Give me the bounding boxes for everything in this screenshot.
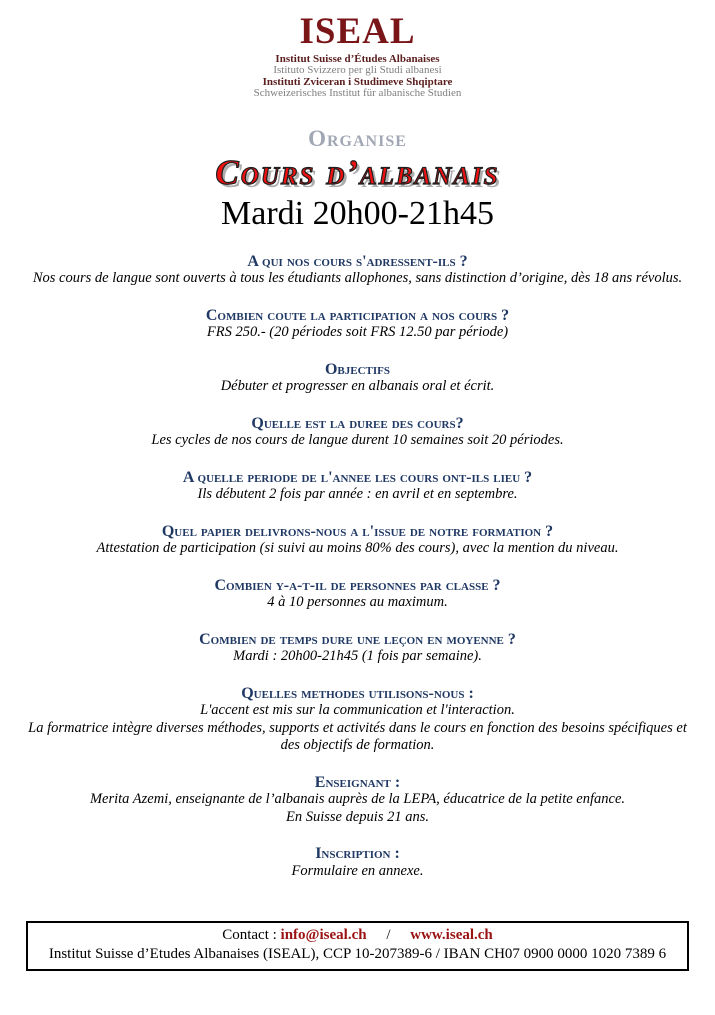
question-heading: Combien y-a-t-il de personnes par classe ?	[214, 576, 501, 594]
section-lesson-length	[27, 631, 689, 666]
section-period	[27, 469, 689, 504]
question-heading: Combien de temps dure une leçon en moyenne ?	[199, 630, 516, 648]
section-duration	[27, 415, 689, 450]
footer-contact-line	[32, 926, 683, 945]
institute-name-french: Institut Suisse d’Études Albanaises	[275, 52, 440, 65]
organise-label: Organise	[308, 125, 407, 151]
answer-text: Ils débutent 2 fois par année : en avril et en septembre.	[197, 486, 518, 503]
institute-name-albanian: Instituti Zviceran i Studimeve Shqiptare	[262, 75, 453, 88]
question-heading: Inscription :	[315, 845, 400, 863]
course-schedule: Mardi 20h00-21h45	[221, 194, 494, 232]
section-registration	[27, 845, 689, 880]
contact-label: Contact :	[222, 927, 277, 944]
answer-text: Débuter et progresser en albanais oral et écrit.	[220, 378, 495, 395]
section-class-size	[27, 577, 689, 612]
section-certificate	[27, 523, 689, 558]
question-heading: Enseignant :	[314, 773, 401, 791]
answer-text: Formulaire en annexe.	[291, 862, 424, 879]
footer-separator: /	[386, 927, 391, 944]
answer-text: Nos cours de langue sont ouverts à tous les étudiants allophones, sans distinction d’origine, dès 18 ans révolus.	[32, 270, 683, 287]
institute-name-italian: Istituto Svizzero per gli Studi albanesi	[273, 64, 442, 77]
website-link[interactable]: www.iseal.ch	[410, 927, 493, 944]
question-heading: Quelles methodes utilisons-nous :	[241, 684, 474, 702]
answer-text: En Suisse depuis 21 ans.	[286, 808, 429, 825]
question-heading: A qui nos cours s'adressent-ils ?	[247, 252, 468, 270]
answer-text: Mardi : 20h00-21h45 (1 fois par semaine).	[233, 648, 482, 665]
course-title: Cours d’albanais	[215, 152, 500, 192]
answer-text: Merita Azemi, enseignante de l’albanais auprès de la LEPA, éducatrice de la petite enfance.	[89, 791, 626, 808]
question-heading: Quel papier delivrons-nous a l'issue de notre formation ?	[161, 522, 554, 540]
question-heading: Objectifs	[324, 360, 391, 378]
institute-subtitles	[0, 54, 715, 100]
question-heading: A quelle periode de l'annee les cours ont-ils lieu ?	[182, 468, 533, 486]
email-link[interactable]: info@iseal.ch	[280, 927, 367, 944]
qa-sections	[27, 253, 689, 881]
question-heading: Quelle est la duree des cours?	[251, 414, 464, 432]
section-methods	[27, 685, 689, 755]
answer-text: FRS 250.- (20 périodes soit FRS 12.50 par période)	[206, 324, 509, 341]
section-objectives	[27, 361, 689, 396]
question-heading: Combien coute la participation a nos cours ?	[205, 306, 510, 324]
footer-bank-line: Institut Suisse d’Etudes Albanaises (ISEAL), CCP 10-207389-6 / IBAN CH07 0900 0000 1020 7389 6	[48, 946, 667, 963]
answer-text: L'accent est mis sur la communication et l'interaction.	[200, 702, 515, 719]
footer-contact-box	[26, 921, 689, 971]
header	[0, 13, 715, 100]
institute-name-german: Schweizerisches Institut für albanische Studien	[253, 87, 462, 100]
section-audience	[27, 253, 689, 288]
banner	[0, 127, 715, 233]
answer-text: La formatrice intègre diverses méthodes, supports et activités dans le cours en fonction des besoins spécifiques et des objectifs de formation.	[28, 719, 687, 754]
answer-text: 4 à 10 personnes au maximum.	[267, 594, 448, 611]
section-price	[27, 307, 689, 342]
brand-title: ISEAL	[299, 11, 416, 52]
answer-text: Attestation de participation (si suivi au moins 80% des cours), avec la mention du niveau.	[96, 540, 619, 557]
answer-text: Les cycles de nos cours de langue durent 10 semaines soit 20 périodes.	[151, 432, 564, 449]
section-teacher	[27, 774, 689, 827]
